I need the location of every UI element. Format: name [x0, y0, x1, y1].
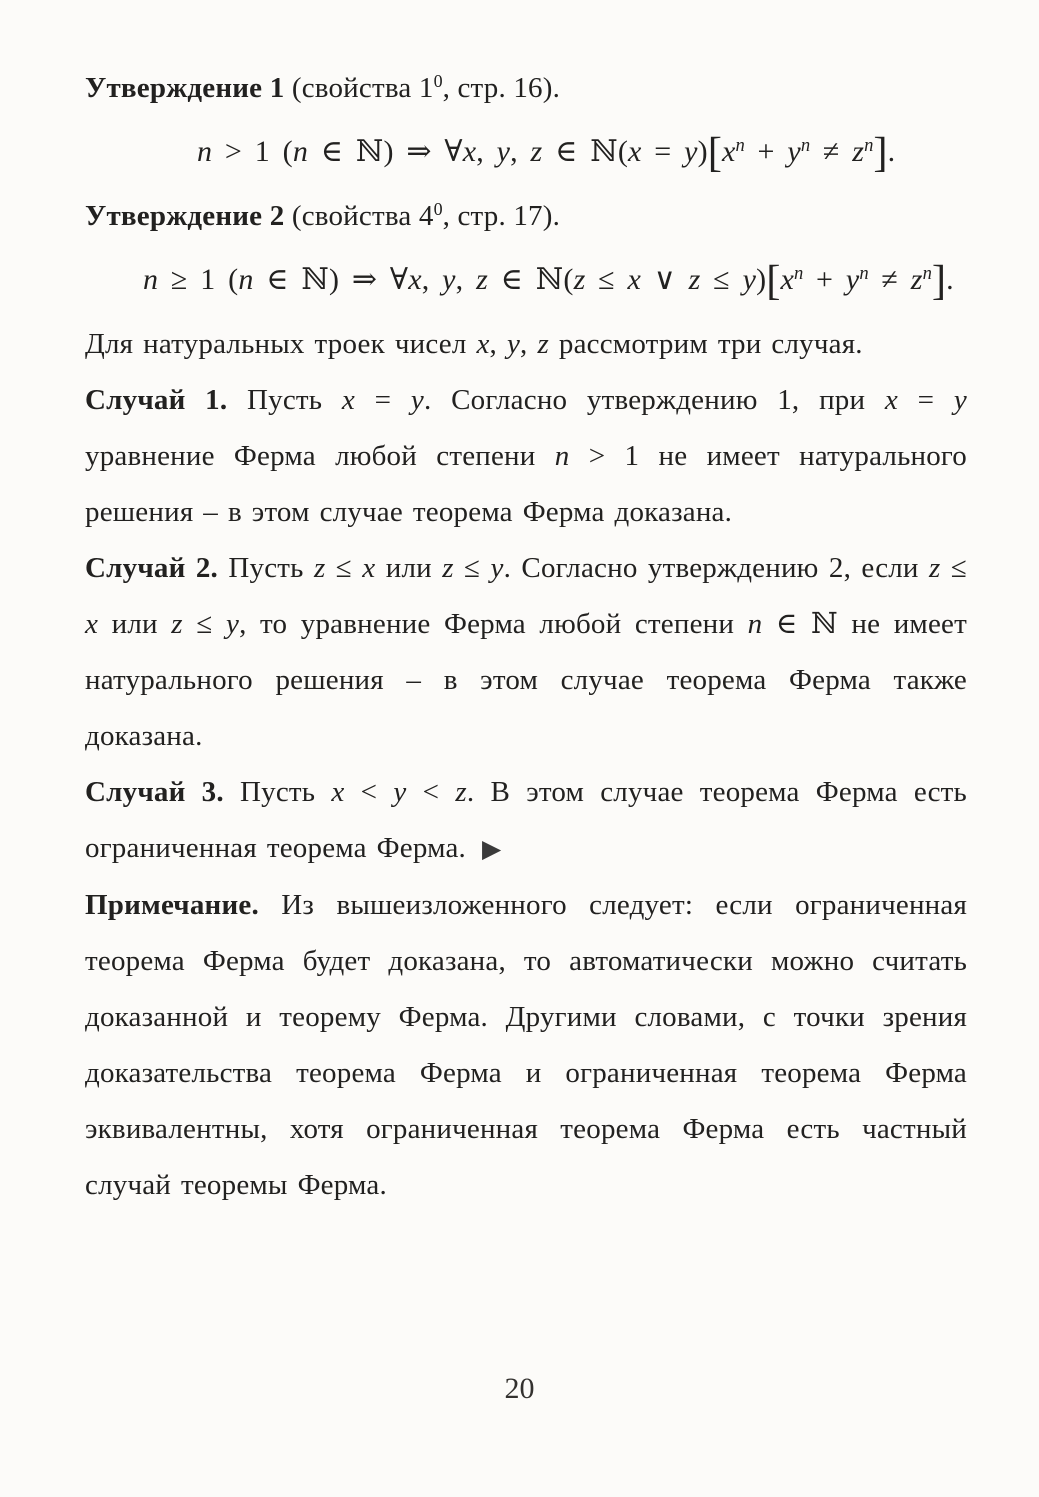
- text-run: n: [238, 263, 254, 296]
- text-run: y: [410, 384, 424, 416]
- text-run: Примечание.: [85, 889, 259, 921]
- text-run: ∨: [641, 263, 689, 296]
- text-run: 0: [433, 71, 443, 92]
- text-run: y: [684, 135, 698, 168]
- text-run: .: [887, 135, 896, 168]
- statement-1-heading: [85, 60, 967, 116]
- text-run: x: [721, 135, 736, 168]
- text-run: Утверждение 2: [85, 200, 285, 232]
- case-3-paragraph: [85, 764, 967, 877]
- text-run: ,: [455, 263, 477, 296]
- note-paragraph: [85, 877, 967, 1213]
- text-run: ≥ 1 (: [158, 263, 239, 296]
- text-run: или: [375, 552, 443, 584]
- text-run: Случай 3.: [85, 776, 224, 808]
- text-run: y: [506, 328, 521, 360]
- text-run: z: [929, 552, 941, 584]
- text-run: z: [852, 135, 865, 168]
- text-run: y: [225, 608, 240, 640]
- text-run: y: [742, 263, 757, 296]
- text-run: 0: [433, 199, 443, 220]
- text-run: n: [859, 262, 869, 284]
- text-run: n: [197, 135, 213, 168]
- text-run: +: [803, 263, 846, 296]
- text-run: ∈ ℕ(: [542, 135, 629, 168]
- text-run: Пусть: [223, 776, 332, 808]
- text-run: Для натуральных троек чисел: [85, 328, 477, 360]
- case-2-paragraph: [85, 540, 967, 764]
- text-run: , стр. 17).: [442, 200, 561, 232]
- text-run: x: [85, 608, 99, 640]
- text-run: ∈ ℕ не имеет натурального решения – в этом случае теорема Ферма также доказана.: [85, 608, 967, 752]
- text-run: z: [688, 263, 701, 296]
- text-run: y: [442, 263, 456, 296]
- text-run: y: [393, 776, 407, 808]
- text-run: n: [554, 440, 570, 472]
- text-run: y: [845, 263, 860, 296]
- page-number: 20: [504, 1372, 535, 1405]
- text-run: n: [747, 608, 763, 640]
- text-run: ,: [520, 328, 538, 360]
- text-run: z: [537, 328, 549, 360]
- text-run: .: [946, 263, 954, 296]
- text-run: ,: [489, 328, 507, 360]
- text-run: ≠: [810, 135, 853, 168]
- text-run: z: [442, 552, 454, 584]
- text-run: [: [707, 129, 722, 177]
- text-run: ≤: [700, 263, 743, 296]
- text-run: n: [793, 262, 804, 284]
- text-run: x: [780, 263, 794, 296]
- text-run: ≤: [940, 552, 967, 584]
- text-run: x: [408, 263, 422, 296]
- text-run: , стр. 16).: [442, 72, 561, 104]
- case-1-paragraph: [85, 372, 967, 540]
- text-run: (свойства 4: [284, 200, 434, 232]
- text-run: ≤: [325, 552, 363, 584]
- text-run: ]: [873, 129, 888, 177]
- text-run: x: [331, 776, 345, 808]
- text-run: z: [171, 608, 183, 640]
- statement-2-formula: [85, 252, 967, 308]
- intro-paragraph: [85, 316, 967, 372]
- text-run: Пусть: [218, 552, 314, 584]
- text-run: z: [476, 263, 488, 296]
- text-run: z: [530, 135, 543, 168]
- statement-2-heading: [85, 188, 967, 244]
- text-run: ≤: [585, 263, 628, 296]
- text-run: x: [627, 263, 642, 296]
- text-run: <: [406, 776, 456, 808]
- text-run: . В этом случае теорема Ферма есть ограниченная теорема Ферма.: [85, 776, 967, 864]
- text-run: x: [341, 384, 355, 416]
- text-run: Случай 2.: [85, 552, 218, 584]
- text-run: ,: [421, 263, 443, 296]
- text-run: +: [744, 135, 788, 168]
- text-run: z: [455, 776, 467, 808]
- text-run: n: [735, 134, 745, 156]
- text-run: Случай 1.: [85, 384, 228, 416]
- text-run: Утверждение 1: [85, 72, 285, 104]
- text-run: [: [766, 257, 781, 305]
- text-run: y: [787, 135, 801, 168]
- text-run: уравнение Ферма любой степени: [85, 440, 555, 472]
- text-run: , то уравнение Ферма любой степени: [239, 608, 748, 640]
- text-run: y: [490, 552, 504, 584]
- text-run: z: [573, 263, 586, 296]
- text-run: ∈ ℕ(: [487, 263, 574, 296]
- proof-end-triangle-icon: ▶: [481, 834, 502, 863]
- text-run: y: [496, 135, 511, 168]
- text-run: ≤: [453, 552, 491, 584]
- text-run: Пусть: [227, 384, 342, 416]
- text-run: ∈ ℕ) ⇒ ∀: [308, 135, 463, 168]
- text-run: =: [641, 135, 685, 168]
- statement-1-formula: [85, 124, 967, 180]
- text-run: . Согласно утверждению 2, если: [503, 552, 930, 584]
- text-run: z: [910, 263, 923, 296]
- text-run: n: [292, 135, 309, 168]
- text-run: рассмотрим три случая.: [548, 328, 863, 360]
- text-run: ]: [931, 257, 947, 305]
- text-run: x: [476, 328, 490, 360]
- text-run: x: [462, 135, 477, 168]
- text-run: <: [344, 776, 394, 808]
- text-run: n: [143, 263, 159, 296]
- text-run: x: [362, 552, 376, 584]
- text-run: ≤: [182, 608, 226, 640]
- text-run: =: [897, 384, 954, 416]
- text-run: x: [884, 384, 898, 416]
- text-run: (свойства 1: [284, 72, 434, 104]
- text-run: ∈ ℕ) ⇒ ∀: [253, 263, 409, 296]
- text-run: ,: [510, 135, 531, 168]
- text-run: y: [953, 384, 967, 416]
- text-run: . Согласно утверждению 1, при: [424, 384, 885, 416]
- text-run: x: [628, 135, 642, 168]
- text-run: n: [864, 134, 874, 156]
- text-run: > 1 (: [212, 135, 293, 168]
- text-run: ,: [476, 135, 497, 168]
- text-run: ): [756, 263, 767, 296]
- text-run: n: [800, 134, 811, 156]
- text-run: > 1 не имеет натурального решения – в этом случае теорема Ферма доказана.: [85, 440, 967, 528]
- text-run: =: [354, 384, 411, 416]
- text-run: n: [922, 262, 932, 284]
- text-run: Из вышеизложенного следует: если ограниченная теорема Ферма будет доказана, то автоматически можно считать доказанной и теорему Ферма. Другими словами, с точки зрения доказательства теорема Ферма и ограниченная теорема Ферма эквивалентны, хотя ограниченная теорема Ферма есть частный случай теоремы Ферма.: [85, 889, 967, 1201]
- document-text: [85, 60, 967, 1213]
- text-run: или: [98, 608, 172, 640]
- text-run: z: [313, 552, 326, 584]
- text-run: ): [697, 135, 708, 168]
- text-run: ≠: [868, 263, 911, 296]
